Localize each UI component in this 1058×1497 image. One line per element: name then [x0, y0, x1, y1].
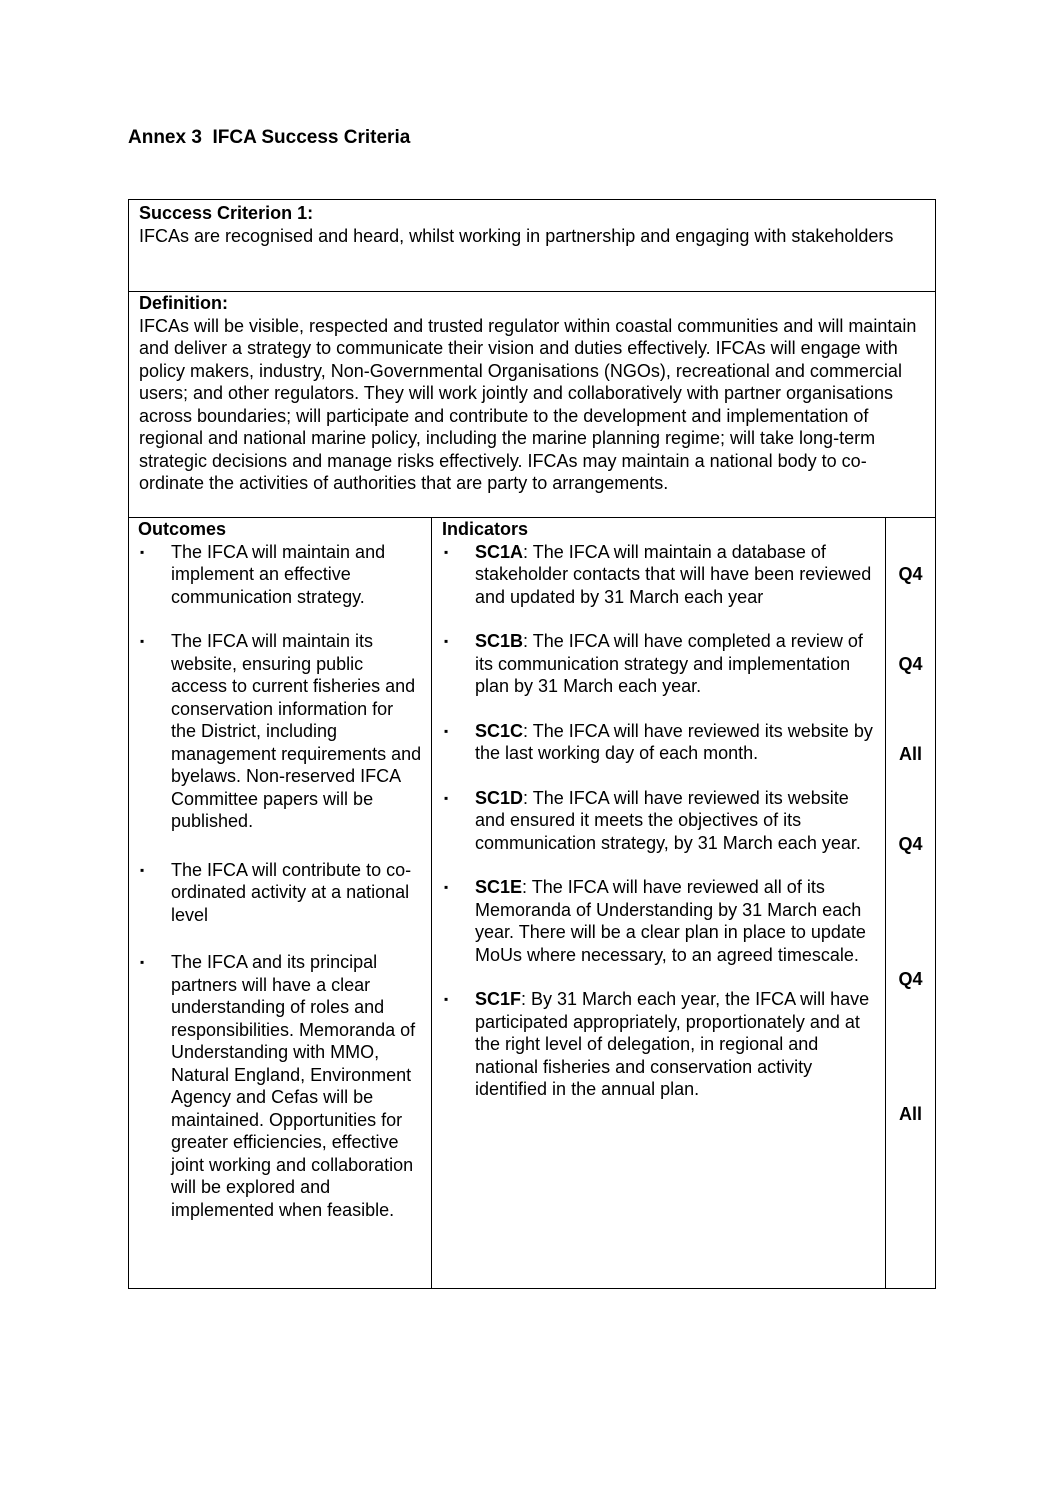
timing-column [886, 518, 935, 1288]
timing-label: Q4 [898, 969, 923, 989]
indicator-item [442, 988, 875, 1101]
indicator-text: : The IFCA will have reviewed its website by the last working day of each month. [475, 720, 873, 763]
indicator-code: SC1A [475, 541, 524, 562]
indicator-text: : The IFCA will have completed a review of its communication strategy and implementation plan by 31 March each year. [475, 631, 863, 696]
outcome-item [138, 630, 423, 833]
outcome-item [138, 859, 423, 927]
bullet-icon: ▪ [140, 862, 145, 877]
indicator-item [442, 876, 875, 966]
outcome-item [138, 951, 423, 1221]
definition-heading: Definition: [139, 293, 228, 313]
bullet-icon: ▪ [444, 723, 449, 738]
outcomes-indicators-row [129, 518, 935, 1288]
bullet-icon: ▪ [140, 634, 145, 648]
timing-label: Q4 [898, 564, 923, 584]
timing-label: Q4 [898, 834, 923, 854]
indicator-code: SC1E [475, 877, 523, 897]
indicator-text: : The IFCA will have reviewed its website and ensured it meets the objectives of its communication strategy, by 31 March each year. [475, 787, 861, 853]
criterion-text: IFCAs are recognised and heard, whilst working in partnership and engaging with stakeholders [139, 225, 894, 246]
indicator-item [442, 630, 875, 698]
bullet-icon: ▪ [140, 955, 145, 969]
indicators-header: Indicators [442, 519, 529, 539]
definition-cell [129, 292, 935, 518]
indicator-code: SC1C [475, 720, 524, 741]
timing-label: All [898, 1104, 922, 1124]
definition-text: IFCAs will be visible, respected and trusted regulator within coastal communities and will maintain and deliver a strategy to communicate their vision and duties effectively. IFCAs will engage with policy makers, industry, Non-Governmental Organisations (NGOs), recreational and commercial users; and other regulators. They will work jointly and collaboratively with partner organisations across boundaries; will participate and contribute to the development and implementation of regional and national marine policy, including the marine planning regime; will take long-term strategic decisions and manage risks effectively. IFCAs may maintain a national body to co-ordinate the activities of authorities that are party to arrangements. [139, 315, 917, 493]
indicator-text: : By 31 March each year, the IFCA will have participated appropriately, proportionately and at the right level of delegation, in regional and national fisheries and conservation activity identified in the annual plan. [475, 989, 870, 1099]
indicator-text: : The IFCA will have reviewed all of its Memoranda of Understanding by 31 March each year. There will be a clear plan in place to update MoUs where necessary, to an agreed timescale. [475, 877, 866, 965]
indicator-item [442, 541, 875, 609]
outcome-text: The IFCA will contribute to co-ordinated activity at a national level [171, 859, 412, 925]
bullet-icon: ▪ [444, 544, 449, 559]
timing-label: Q4 [898, 654, 923, 674]
bullet-icon: ▪ [444, 992, 449, 1006]
bullet-icon: ▪ [444, 880, 449, 894]
outcome-text: The IFCA will maintain and implement an effective communication strategy. [171, 541, 386, 607]
bullet-icon: ▪ [444, 634, 449, 648]
indicator-code: SC1D [475, 787, 524, 808]
bullet-icon: ▪ [444, 790, 449, 805]
outcome-item [138, 541, 423, 609]
indicator-item [442, 787, 875, 855]
page-title: Annex 3 IFCA Success Criteria [128, 127, 411, 148]
outcome-text: The IFCA and its principal partners will have a clear understanding of roles and responsibilities. Memoranda of Understanding with MMO, Natural England, Environment Agency and Cefas will be maintained. Opportunities for greater efficiencies, effective joint working and collaboration will be explored and implemented when feasible. [171, 952, 416, 1220]
criterion-cell [129, 200, 935, 292]
outcome-text: The IFCA will maintain its website, ensuring public access to current fisheries and conservation information for the District, including management requirements and byelaws. Non-reserved IFCA Committee papers will be published. [171, 631, 422, 831]
bullet-icon: ▪ [140, 544, 145, 559]
timing-label: All [898, 744, 922, 764]
indicator-item [442, 720, 875, 765]
indicator-code: SC1B [475, 631, 524, 651]
outcomes-column [129, 518, 432, 1288]
criterion-heading: Success Criterion 1: [139, 203, 314, 223]
indicator-code: SC1F [475, 989, 522, 1009]
indicator-text: : The IFCA will maintain a database of stakeholder contacts that will have been reviewed and updated by 31 March each year [475, 541, 872, 607]
success-criteria-table [128, 199, 936, 1289]
outcomes-header: Outcomes [138, 519, 227, 539]
indicators-column [432, 518, 886, 1288]
